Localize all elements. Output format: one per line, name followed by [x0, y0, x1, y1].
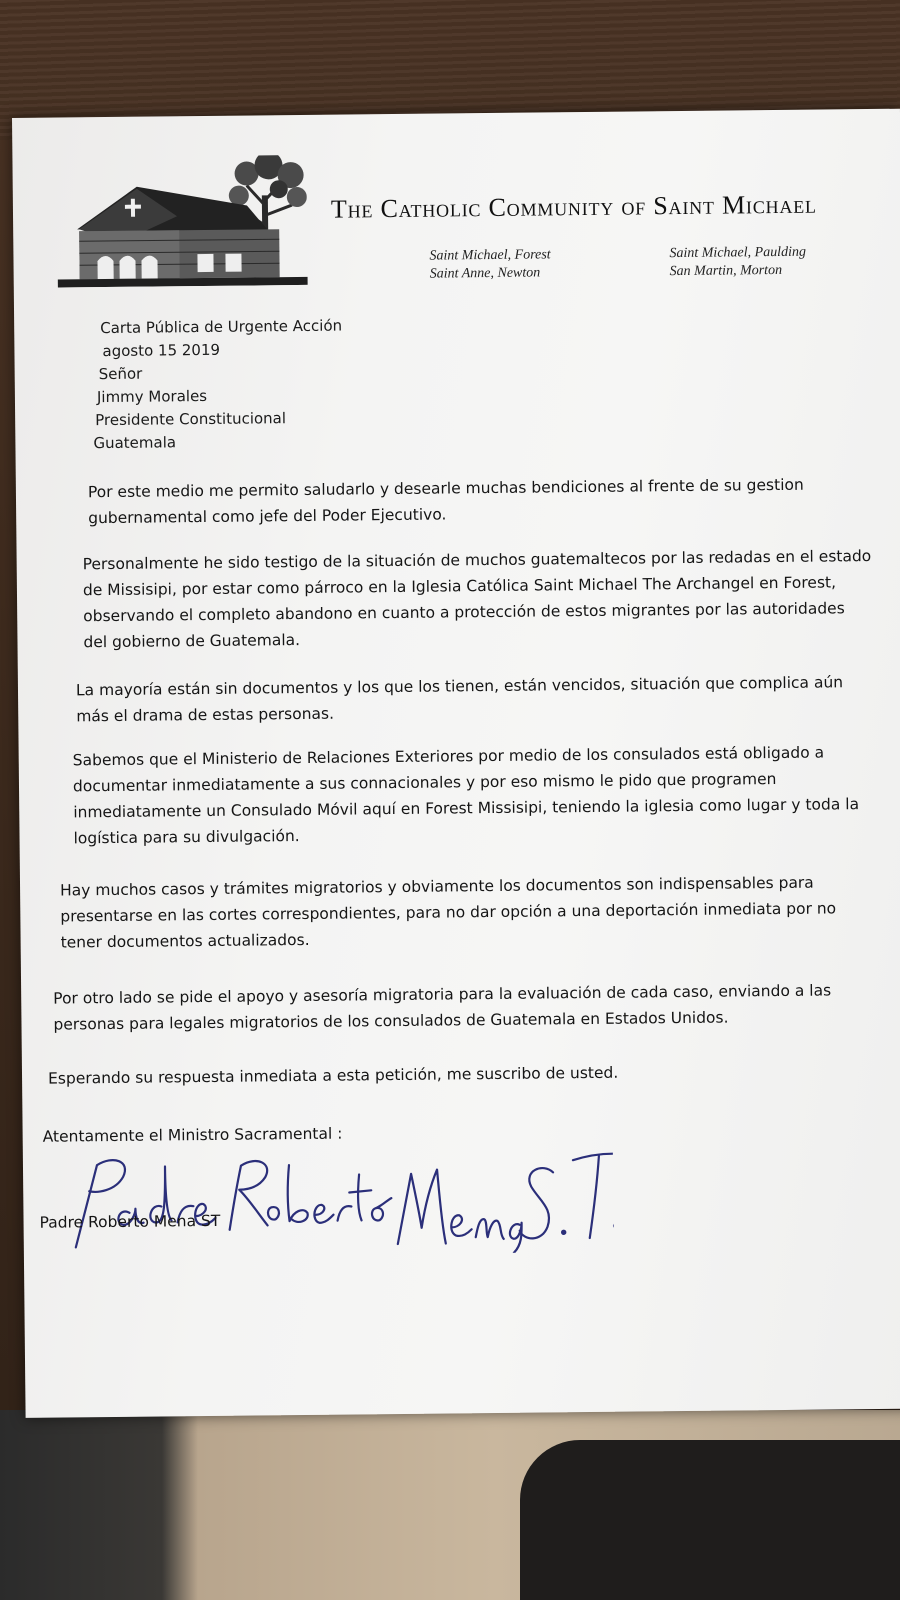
paragraph: Sabemos que el Ministerio de Relaciones Exteriores por medio de los consulados está obligado a documentar inmediatamente a sus connacionales y por eso mismo le pido que programen inmediatamente un Consulado Móvil aquí en Forest Missisipi, teniendo la iglesia como lugar y toda la logística para su divulgación. [72, 743, 860, 848]
letter-date: agosto 15 2019 [102, 340, 221, 361]
handwritten-signature [53, 1142, 614, 1258]
shoe-shadow [520, 1440, 900, 1600]
church-illustration [56, 155, 307, 288]
paragraph: Esperando su respuesta inmediata a esta petición, me suscribo de usted. [47, 1063, 619, 1088]
organization-title: The Catholic Community of Saint Michael [330, 189, 817, 224]
parish-item: Saint Anne, Newton [429, 265, 541, 282]
paragraph: Personalmente he sido testigo de la situación de muchos guatemaltecos por las redadas en el estado de Missisipi, por estar como párroco en la Iglesia Católica Saint Michael The Archangel en Forest, observando el completo abandono en cuanto a protección de estos migrantes por las autoridades del gobierno de Guatemala. [82, 547, 872, 652]
recipient-country: Guatemala [93, 433, 177, 453]
recipient-name: Jimmy Morales [96, 386, 208, 407]
paragraph: La mayoría están sin documentos y los que los tienen, están vencidos, situación que complica aún más el drama de estas personas. [75, 673, 844, 726]
closing-line: Atentamente el Ministro Sacramental : [42, 1124, 343, 1146]
paragraph: Hay muchos casos y trámites migratorios y obviamente los documentos son indispensables para presentarse en las cortes correspondientes, para no dar opción a una deportación inmediata por no tener documentos actualizados. [59, 873, 837, 952]
parish-item: San Martin, Morton [669, 262, 783, 280]
letter-heading: Carta Pública de Urgente Acción [100, 316, 343, 338]
recipient-title: Presidente Constitucional [95, 409, 287, 430]
letter-page [12, 109, 900, 1418]
paragraph: Por otro lado se pide el apoyo y asesoría migratoria para la evaluación de cada caso, enviando a las personas para legales migratorios de los consulados de Guatemala en Estados Unidos. [53, 981, 832, 1034]
parish-item: Saint Michael, Forest [429, 247, 551, 264]
address-block [93, 315, 343, 456]
parish-list-left [429, 246, 551, 283]
paragraph: Por este medio me permito saludarlo y desearle muchas bendiciones al frente de su gestion gubernamental como jefe del Poder Ejecutivo. [87, 475, 804, 528]
parish-item: Saint Michael, Paulding [669, 244, 807, 262]
parish-list-right [669, 244, 806, 281]
signer-name: Padre Roberto Mena ST [39, 1211, 221, 1232]
salutation: Señor [98, 364, 143, 384]
